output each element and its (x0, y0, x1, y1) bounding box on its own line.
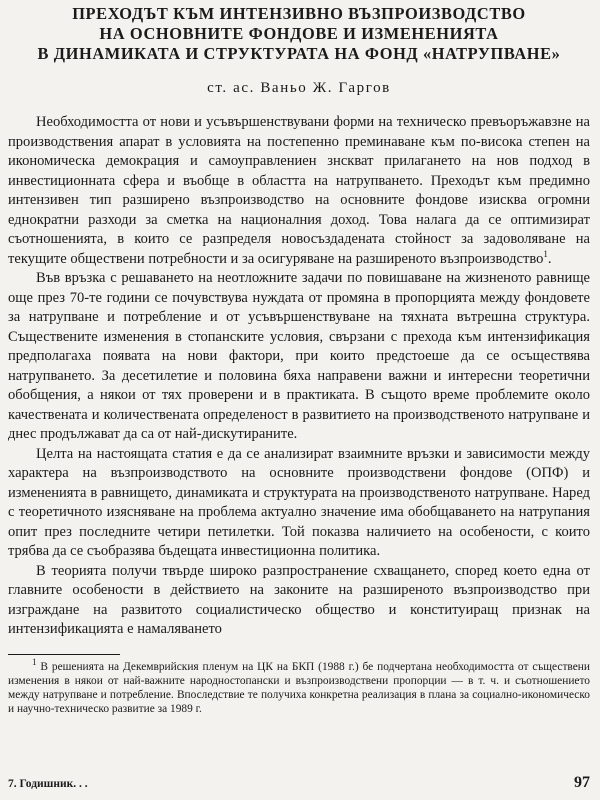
footnote-ref: 1 (543, 248, 548, 259)
footnote (8, 656, 590, 717)
printer-signature: 7. Годишник. . . (8, 778, 88, 790)
title-line-2: НА ОСНОВНИТЕ ФОНДОВЕ И ИЗМЕНЕНИЯТА (99, 24, 499, 43)
footnote-mark: 1 (32, 656, 37, 667)
paragraph-3: Целта на настоящата статия е да се анализират взаимните връзки и зависимости между характера на възпроизводството на основните производствени фондове (ОПФ) и измененията в равнището, динамиката и структурата на производственото натрупване. Наред с теоретичното изясняване на проблема актуално значение има обобщаването на натрупания опит през последните четири петилетки. Той показва наличието на особености, с които трябва да се съобразява бъдещата инвестиционна политика. (8, 445, 590, 559)
title-line-3: В ДИНАМИКАТА И СТРУКТУРАТА НА ФОНД «НАТРУПВАНЕ» (37, 44, 561, 63)
paragraph-1-end: . (547, 250, 552, 267)
paragraph-2: Във връзка с решаването на неотложните задачи по повишаване на жизненото равнище още през 70-те години се почувствува нуждата от промяна в пропорцията между фондовете за натрупване и потребление и от усъвършенствуване на тяхната вътрешна структура. Съществените изменения в стопанските условия, свързани с прехода към интензификация предполагаха появата на нови фактори, при които предстоеше да се осъществява натрупването. За десетилетие и половина бяха направени важни и интересни теоретични обобщения, а някои от тях проверени и в практиката. В същото време проблемите около качествената и количествената определеност в развитието на производственото натрупване и днес продължават да са от най-дискутираните. (8, 270, 590, 442)
page-footer (8, 774, 590, 792)
author-byline: ст. ас. Ваньо Ж. Гаргов (207, 80, 391, 96)
article-title (8, 4, 590, 64)
title-line-1: ПРЕХОДЪТ КЪМ ИНТЕНЗИВНО ВЪЗПРОИЗВОДСТВО (72, 4, 526, 23)
paragraph-1-text: Необходимостта от нови и усъвършенствувани форми на техническо превъоръжавзне на производствения апарат в условията на постепенно преминаване към по-висока степен на икономическа демокрация и самоуправлениен знскват прилагането на нов подход в инвестиционната сфера и въобще в областта на натрупването. Преходът към предимно интензивен тип разширено възпроизводство на основните фондове изисква огромни еднократни разходи за сметка на националния доход. Това налага да се оптимизират съотношенията, в които се разпределя новосъздадената стойност за задоволяване на текущите обществени потребности и за осигуряване на разширеното възпроизводство (8, 114, 590, 267)
paragraph-4: В теорията получи твърде широко разпространение схващането, според което една от главните особености в действието на законите на разширеното възпроизводство при изграждане на развитото социалистическо общество и конституиращ признак на интензификацията е намаляването (8, 562, 590, 637)
footnote-divider (8, 654, 120, 655)
article-body (8, 113, 590, 640)
paragraph-1 (8, 113, 590, 269)
footnote-text: В решенията на Декемврийския пленум на ЦК на БКП (1988 г.) бе подчертана необходимостта от съществени изменения в някои от най-важните народностопански и възпроизводствени пропорции — в т. ч. и съотношението между натрупване и потребление. Впоследствие те получиха конкретна реализация в плана за социално-икономическо и научно-техническо развитие за 1989 г. (8, 660, 590, 716)
page-number: 97 (574, 774, 590, 791)
